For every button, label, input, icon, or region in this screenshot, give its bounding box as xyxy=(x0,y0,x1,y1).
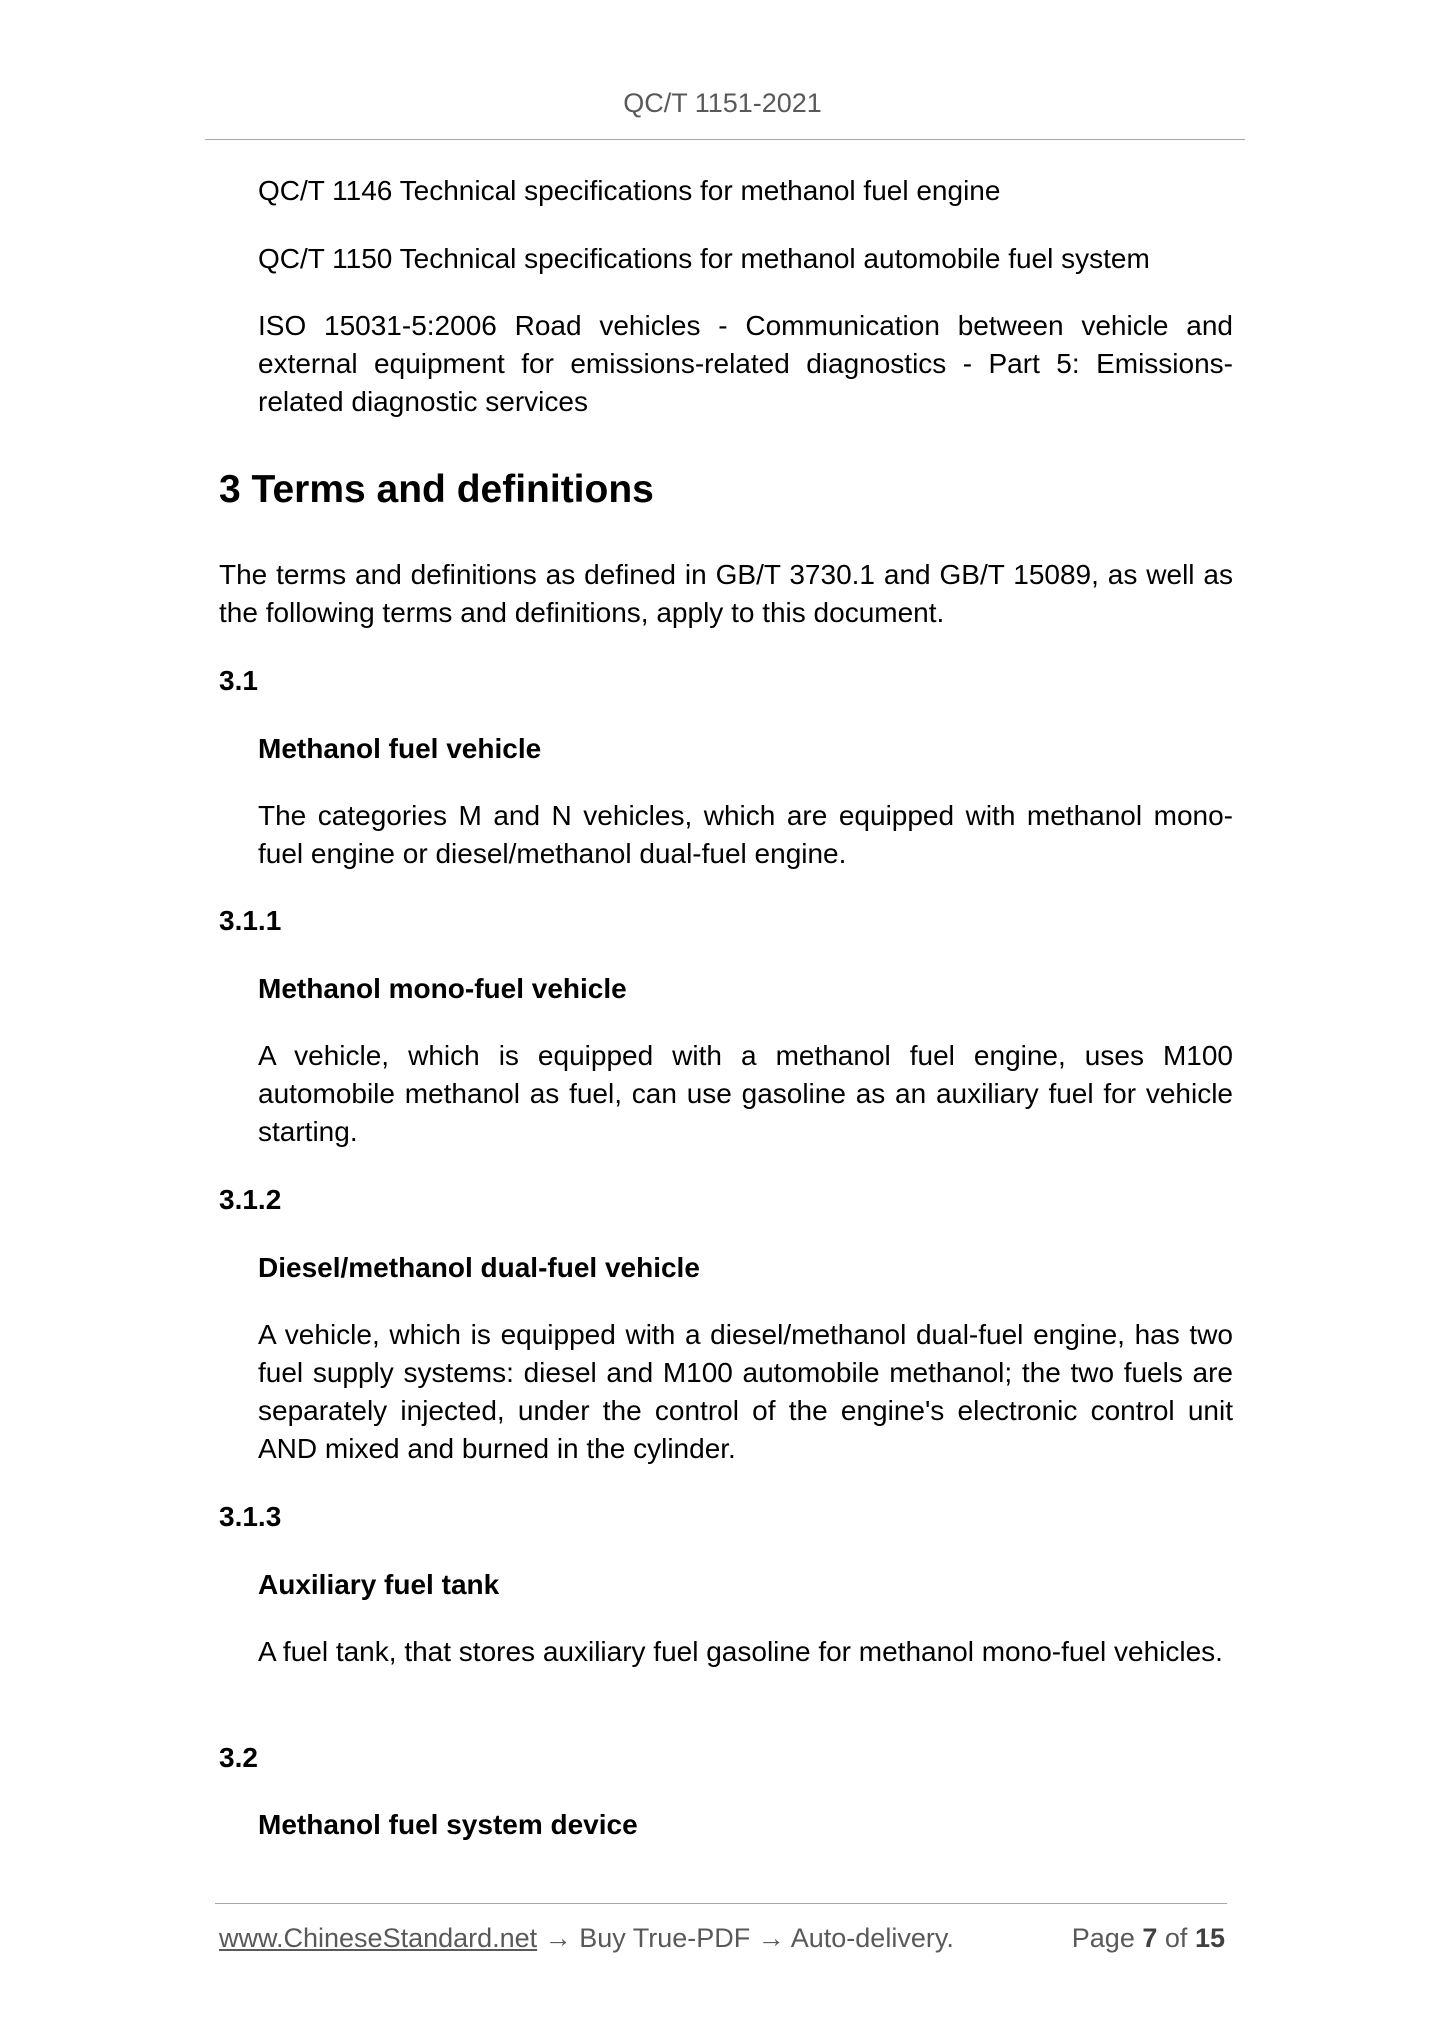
page-of: of xyxy=(1164,1923,1188,1953)
term-number: 3.1.2 xyxy=(219,1184,282,1215)
term-definition: A vehicle, which is equipped with a methanol fuel engine, uses M100 automobile methanol as fuel, can use gasoline as an auxiliary fuel for vehicle starting. xyxy=(258,1040,1233,1147)
term-title: Methanol mono-fuel vehicle xyxy=(258,973,627,1004)
term-number: 3.1 xyxy=(219,665,258,696)
term-title: Diesel/methanol dual-fuel vehicle xyxy=(258,1252,700,1283)
term-number: 3.1.1 xyxy=(219,905,282,936)
website-link[interactable]: www.ChineseStandard.net xyxy=(219,1923,538,1953)
term-definition: The categories M and N vehicles, which are equipped with methanol mono-fuel engine or diesel/methanol dual-fuel engine. xyxy=(258,800,1233,869)
term-number: 3.2 xyxy=(219,1742,258,1773)
reference-item: QC/T 1150 Technical specifications for methanol automobile fuel system xyxy=(258,243,1150,274)
section-intro: The terms and definitions as defined in GB/T 3730.1 and GB/T 15089, as well as the following terms and definitions, apply to this document. xyxy=(219,559,1233,628)
footer-promo-text: → Buy True-PDF → Auto-delivery. xyxy=(544,1923,954,1953)
footer-promo xyxy=(219,1923,954,1954)
term-title: Methanol fuel vehicle xyxy=(258,733,542,764)
term-definition: A vehicle, which is equipped with a diesel/methanol dual-fuel engine, has two fuel supply systems: diesel and M100 automobile methanol; the two fuels are separately injected, under the control of the engine's electronic control unit AND mixed and burned in the cylinder. xyxy=(258,1319,1233,1464)
term-title: Methanol fuel system device xyxy=(258,1809,638,1840)
footer-divider xyxy=(215,1903,1227,1904)
term-definition: A fuel tank, that stores auxiliary fuel gasoline for methanol mono-fuel vehicles. xyxy=(258,1636,1223,1667)
page-indicator xyxy=(1072,1923,1225,1954)
section-heading: 3 Terms and definitions xyxy=(219,468,654,511)
page-current: 7 xyxy=(1142,1923,1158,1953)
page-total: 15 xyxy=(1194,1923,1225,1953)
reference-item: QC/T 1146 Technical specifications for methanol fuel engine xyxy=(258,175,1001,206)
reference-item: ISO 15031-5:2006 Road vehicles - Communication between vehicle and external equipment for emissions-related diagnostics - Part 5: Emissions-related diagnostic services xyxy=(258,310,1233,417)
page-label: Page xyxy=(1071,1923,1135,1953)
document-id-header: QC/T 1151-2021 xyxy=(623,88,822,118)
header-divider xyxy=(205,139,1245,140)
term-number: 3.1.3 xyxy=(219,1501,282,1532)
term-title: Auxiliary fuel tank xyxy=(258,1569,500,1600)
